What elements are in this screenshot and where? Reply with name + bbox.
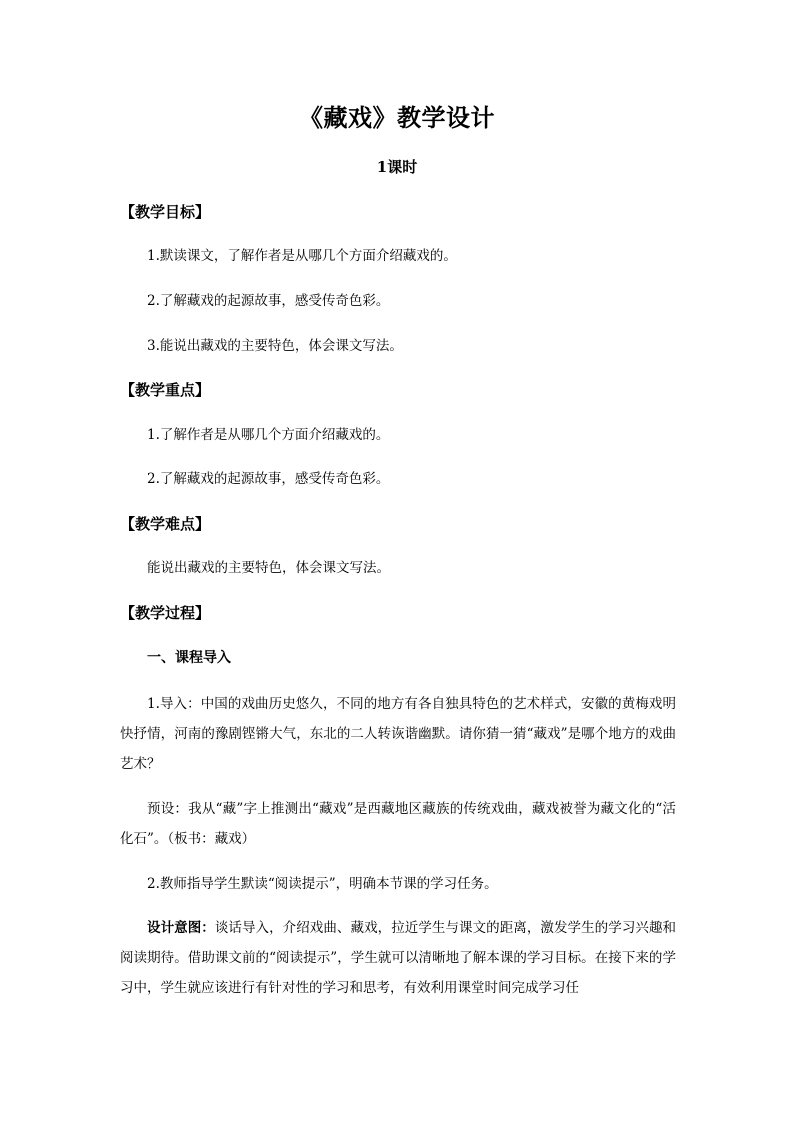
key-points-heading: 【教学重点】 xyxy=(120,381,211,399)
process-paragraph-reading-tip: 2.教师指导学生默读“阅读提示”，明确本节课的学习任务。 xyxy=(147,876,498,892)
process-paragraph-preset: 预设：我从“藏”字上推测出“藏戏”是西藏地区藏族的传统戏曲，藏戏被誉为藏文化的“活化石”。（板书：藏戏） xyxy=(120,801,676,847)
process-heading: 【教学过程】 xyxy=(120,604,211,622)
objective-item-2: 2.了解藏戏的起源故事，感受传奇色彩。 xyxy=(147,293,390,309)
objective-item-3: 3.能说出藏戏的主要特色，体会课文写法。 xyxy=(147,338,403,354)
objective-item-1: 1.默读课文，了解作者是从哪几个方面介绍藏戏的。 xyxy=(147,248,457,264)
design-intent-label: 设计意图： xyxy=(147,920,215,936)
key-point-item-2: 2.了解藏戏的起源故事，感受传奇色彩。 xyxy=(147,471,390,487)
process-paragraph-intro: 1.导入：中国的戏曲历史悠久，不同的地方有各自独具特色的艺术样式，安徽的黄梅戏明快抒情，河南的豫剧铿锵大气，东北的二人转诙谐幽默。请你猜一猜“藏戏”是哪个地方的戏曲艺术？ xyxy=(120,696,676,772)
difficulty-item-1: 能说出藏戏的主要特色，体会课文写法。 xyxy=(147,560,390,576)
key-point-item-1: 1.了解作者是从哪几个方面介绍藏戏的。 xyxy=(147,427,390,443)
design-intent-paragraph xyxy=(120,913,676,1003)
difficulties-heading: 【教学难点】 xyxy=(120,515,211,533)
design-intent-text: 谈话导入，介绍戏曲、藏戏，拉近学生与课文的距离，激发学生的学习兴趣和阅读期待。借助课文前的“阅读提示”，学生就可以清晰地了解本课的学习目标。在接下来的学习中，学生就应该进行有针对性的学习和思考，有效利用课堂时间完成学习任 xyxy=(120,920,677,996)
document-title: 《藏戏》教学设计 xyxy=(299,103,495,132)
process-step1-title: 一、课程导入 xyxy=(147,650,231,666)
document-subtitle: 1课时 xyxy=(376,158,418,176)
objectives-heading: 【教学目标】 xyxy=(120,203,211,221)
